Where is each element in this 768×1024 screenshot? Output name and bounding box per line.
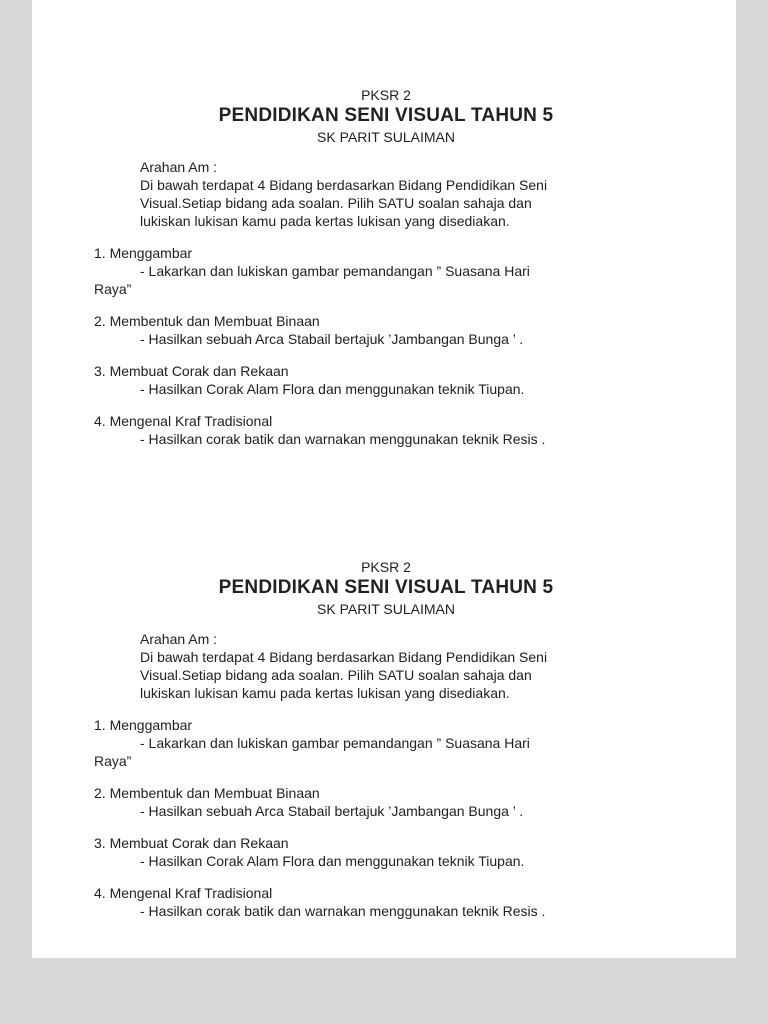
instructions-line: Di bawah terdapat 4 Bidang berdasarkan Bidang Pendidikan Seni	[140, 649, 548, 665]
item-detail: - Hasilkan Corak Alam Flora dan menggunakan teknik Tiupan.	[140, 853, 525, 869]
exam-code: PKSR 2	[361, 87, 411, 103]
exam-block-2	[94, 558, 678, 920]
instructions-label: Arahan Am :	[140, 631, 218, 647]
item-detail: - Hasilkan corak batik dan warnakan menggunakan teknik Resis .	[140, 431, 546, 447]
item-detail: - Lakarkan dan lukiskan gambar pemandangan ” Suasana Hari	[140, 735, 530, 751]
instructions-line: Di bawah terdapat 4 Bidang berdasarkan Bidang Pendidikan Seni	[140, 177, 548, 193]
item-heading: 1. Menggambar	[94, 245, 193, 261]
item-detail-continuation: Raya”	[94, 753, 132, 769]
instructions-block	[94, 158, 678, 230]
exam-item-2	[94, 784, 678, 820]
item-detail: - Hasilkan corak batik dan warnakan menggunakan teknik Resis .	[140, 903, 546, 919]
item-heading: 4. Mengenal Kraf Tradisional	[94, 885, 273, 901]
instructions-label: Arahan Am :	[140, 159, 218, 175]
exam-item-1	[94, 244, 678, 298]
instructions-line: Visual.Setiap bidang ada soalan. Pilih SATU soalan sahaja dan	[140, 195, 532, 211]
exam-item-1	[94, 716, 678, 770]
exam-item-4	[94, 884, 678, 920]
item-heading: 4. Mengenal Kraf Tradisional	[94, 413, 273, 429]
item-heading: 2. Membentuk dan Membuat Binaan	[94, 785, 320, 801]
item-heading: 3. Membuat Corak dan Rekaan	[94, 835, 289, 851]
school-name: SK PARIT SULAIMAN	[317, 129, 455, 145]
instructions-block	[94, 630, 678, 702]
item-detail: - Lakarkan dan lukiskan gambar pemandangan ” Suasana Hari	[140, 263, 530, 279]
item-heading: 3. Membuat Corak dan Rekaan	[94, 363, 289, 379]
item-detail: - Hasilkan sebuah Arca Stabail bertajuk ’Jambangan Bunga ’ .	[140, 331, 524, 347]
document-title: PENDIDIKAN SENI VISUAL TAHUN 5	[218, 105, 554, 126]
exam-block-1	[94, 86, 678, 448]
document-title: PENDIDIKAN SENI VISUAL TAHUN 5	[218, 577, 554, 598]
instructions-line: Visual.Setiap bidang ada soalan. Pilih SATU soalan sahaja dan	[140, 667, 532, 683]
item-detail-continuation: Raya”	[94, 281, 132, 297]
exam-item-4	[94, 412, 678, 448]
item-detail: - Hasilkan sebuah Arca Stabail bertajuk ’Jambangan Bunga ’ .	[140, 803, 524, 819]
exam-item-2	[94, 312, 678, 348]
school-name: SK PARIT SULAIMAN	[317, 601, 455, 617]
exam-code: PKSR 2	[361, 559, 411, 575]
item-detail: - Hasilkan Corak Alam Flora dan menggunakan teknik Tiupan.	[140, 381, 525, 397]
exam-item-3	[94, 362, 678, 398]
item-heading: 1. Menggambar	[94, 717, 193, 733]
exam-item-3	[94, 834, 678, 870]
instructions-line: lukiskan lukisan kamu pada kertas lukisan yang disediakan.	[140, 685, 510, 701]
instructions-line: lukiskan lukisan kamu pada kertas lukisan yang disediakan.	[140, 213, 510, 229]
document-page	[32, 0, 736, 958]
item-heading: 2. Membentuk dan Membuat Binaan	[94, 313, 320, 329]
